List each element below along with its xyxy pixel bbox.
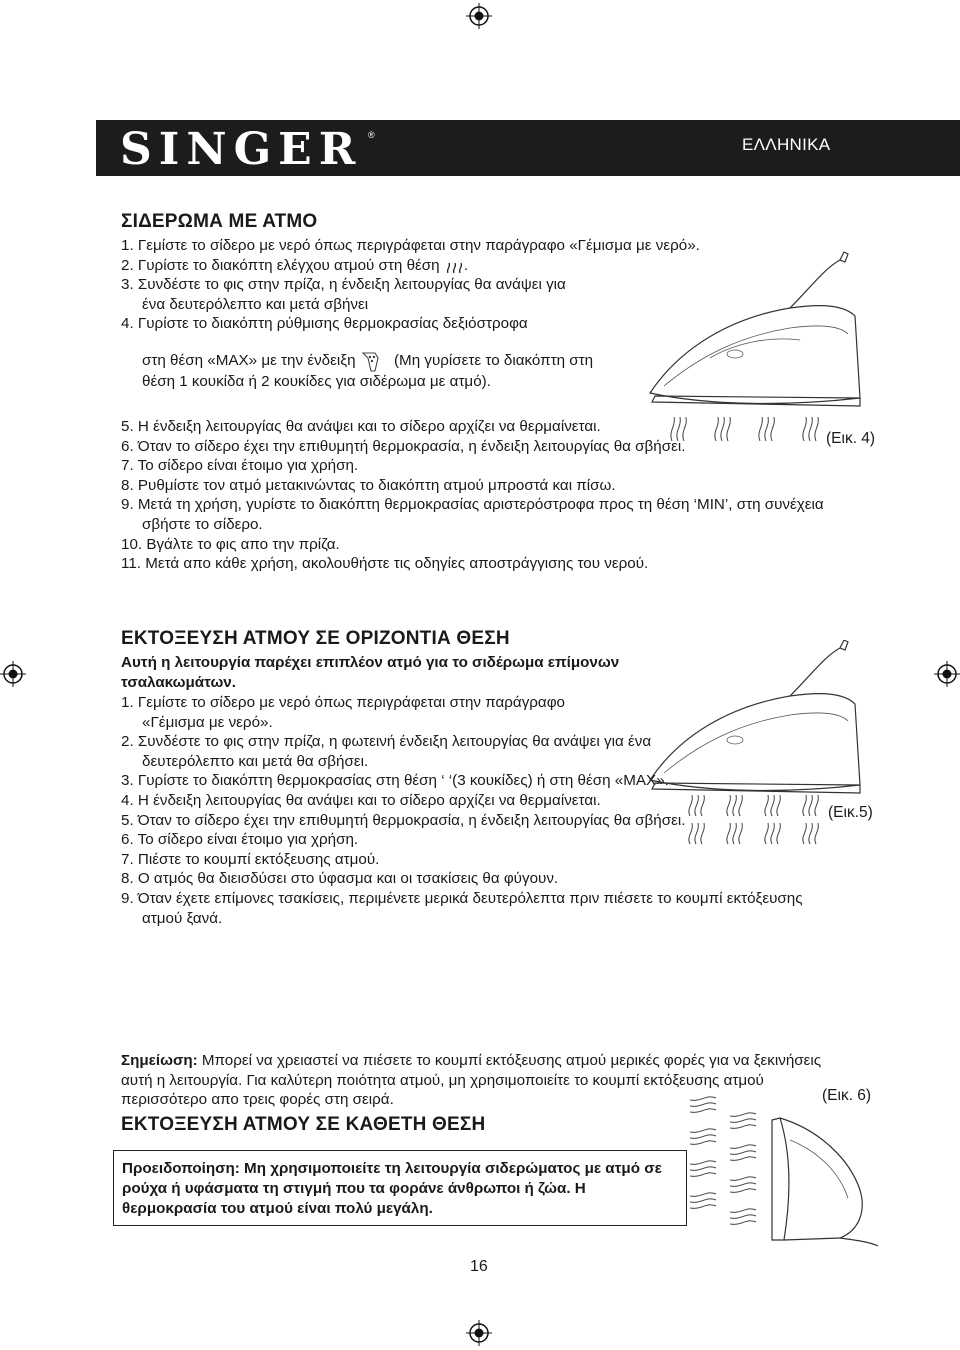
list-item: 7. Πιέστε το κουμπί εκτόξευσης ατμού. [121, 850, 380, 868]
figure-6-label: (Εικ. 6) [822, 1087, 872, 1104]
svg-text:SINGER: SINGER [120, 124, 363, 172]
registration-mark-right-icon [934, 661, 960, 687]
iron-figure-4 [640, 248, 880, 456]
list-item: 4. Η ένδειξη λειτουργίας θα ανάψει και το σίδερο αρχίζει να θερμαίνεται. [121, 791, 601, 809]
steam-symbol-icon [444, 257, 464, 275]
registration-mark-bottom-icon [466, 1320, 492, 1346]
list-item: 6. Όταν το σίδερο έχει την επιθυμητή θερμοκρασία, η ένδειξη λειτουργίας θα σβήσει. [121, 437, 686, 455]
horizontal-steam-subtitle: Αυτή η λειτουργία παρέχει επιπλέον ατμό για το σιδέρωμα επίμονων τσαλακωμάτων. [121, 654, 620, 691]
list-item: 10. Βγάλτε το φις απο την πρίζα. [121, 535, 340, 553]
step-4-continuation: στη θέση «MAX» με την ένδειξη (Μη γυρίσετε το διακόπτη στη θέση 1 κουκίδα ή 2 κουκίδες για σιδέρωμα με ατμό). [142, 350, 622, 392]
list-item: 7. Το σίδερο είναι έτοιμο για χρήση. [121, 457, 359, 475]
iron-figure-6 [680, 1090, 880, 1250]
list-item: 4. Γυρίστε το διακόπτη ρύθμισης θερμοκρασίας δεξιόστροφα [121, 315, 528, 333]
section-title-horizontal-steam: ΕΚΤΟΞΕΥΣΗ ΑΤΜΟΥ ΣΕ ΟΡΙΖΟΝΤΙΑ ΘΕΣΗ [121, 628, 510, 649]
list-item: 2. Γυρίστε το διακόπτη ελέγχου ατμού στη θέση . [121, 256, 469, 274]
horizontal-steam-note: Σημείωση: Μπορεί να χρειαστεί να πιέσετε το κουμπί εκτόξευσης ατμού μερικές φορές για να ξεκινήσεις αυτή η λειτουργία. Για καλύτερη ποιότητα ατμού, μη χρησιμοποιείτε το κουμπί εκτόξευσης ατμού περισσότερο απο τρεις φορές στη σειρά. [121, 1052, 822, 1109]
max-temperature-icon [360, 350, 390, 372]
figure-4-label: (Εικ. 4) [826, 430, 876, 447]
list-item: 6. Το σίδερο είναι έτοιμο για χρήση. [121, 831, 359, 849]
list-item: 1. Γεμίστε το σίδερο με νερό όπως περιγράφεται στην παράγραφο «Γέμισμα με νερό». [121, 694, 565, 731]
page-number: 16 [470, 1258, 488, 1275]
list-item: 8. Ρυθμίστε τον ατμό μετακινώντας το διακόπτη ατμού μπροστά και πίσω. [121, 476, 616, 494]
registration-mark-top-icon [466, 3, 492, 29]
list-item: 3. Συνδέστε το φις στην πρίζα, η ένδειξη λειτουργίας θα ανάψει για ένα δευτερόλεπτο και μετά σβήνει [121, 276, 566, 313]
singer-logo [120, 124, 380, 172]
list-item: 1. Γεμίστε το σίδερο με νερό όπως περιγράφεται στην παράγραφο «Γέμισμα με νερό». [121, 237, 700, 254]
svg-text:®: ® [368, 130, 375, 140]
section-title-vertical-steam: ΕΚΤΟΞΕΥΣΗ ΑΤΜΟΥ ΣΕ ΚΑΘΕΤΗ ΘΕΣΗ [121, 1114, 486, 1135]
list-item: 5. Η ένδειξη λειτουργίας θα ανάψει και το σίδερο αρχίζει να θερμαίνεται. [121, 418, 601, 435]
figure-5-label: (Εικ.5) [828, 804, 873, 821]
list-item: 9. Μετά τη χρήση, γυρίστε το διακόπτη θερμοκρασίας αριστερόστροφα προς τη θέση ‘MIN’, στη συνέχεια σβήστε το σίδερο. [121, 496, 824, 533]
list-item: 5. Όταν το σίδερο έχει την επιθυμητή θερμοκρασία, η ένδειξη λειτουργίας θα σβήσει. [121, 811, 686, 829]
note-label: Σημείωση: [121, 1052, 198, 1069]
section-title-steam-ironing: ΣΙΔΕΡΩΜΑ ΜΕ ΑΤΜΟ [121, 211, 318, 232]
registration-mark-left-icon [0, 661, 26, 687]
warning-box: Προειδοποίηση: Μη χρησιμοποιείτε τη λειτουργία σιδερώματος με ατμό σε ρούχα ή υφάσματα τη στιγμή που τα φοράνε άνθρωποι ή ζώα. Η θερμοκρασία του ατμού είναι πολύ μεγάλη. [113, 1150, 687, 1226]
list-item: 8. Ο ατμός θα διεισδύσει στο ύφασμα και οι τσακίσεις θα φύγουν. [121, 870, 559, 888]
list-item: 3. Γυρίστε το διακόπτη θερμοκρασίας στη θέση ‘ ‘(3 κουκίδες) ή στη θέση «MAX». [121, 772, 669, 790]
list-item: 11. Μετά απο κάθε χρήση, ακολουθήστε τις οδηγίες αποστράγγισης του νερού. [121, 555, 649, 573]
language-label: ΕΛΛΗΝΙΚΑ [742, 135, 831, 154]
iron-figure-5 [640, 640, 880, 865]
list-item: 9. Όταν έχετε επίμονες τσακίσεις, περιμένετε μερικά δευτερόλεπτα πριν πιέσετε το κουμπί εκτόξευσης ατμού ξανά. [121, 889, 803, 927]
list-item: 2. Συνδέστε το φις στην πρίζα, η φωτεινή ένδειξη λειτουργίας θα ανάψει για ένα δευτερόλεπτο και μετά θα σβήσει. [121, 733, 652, 770]
